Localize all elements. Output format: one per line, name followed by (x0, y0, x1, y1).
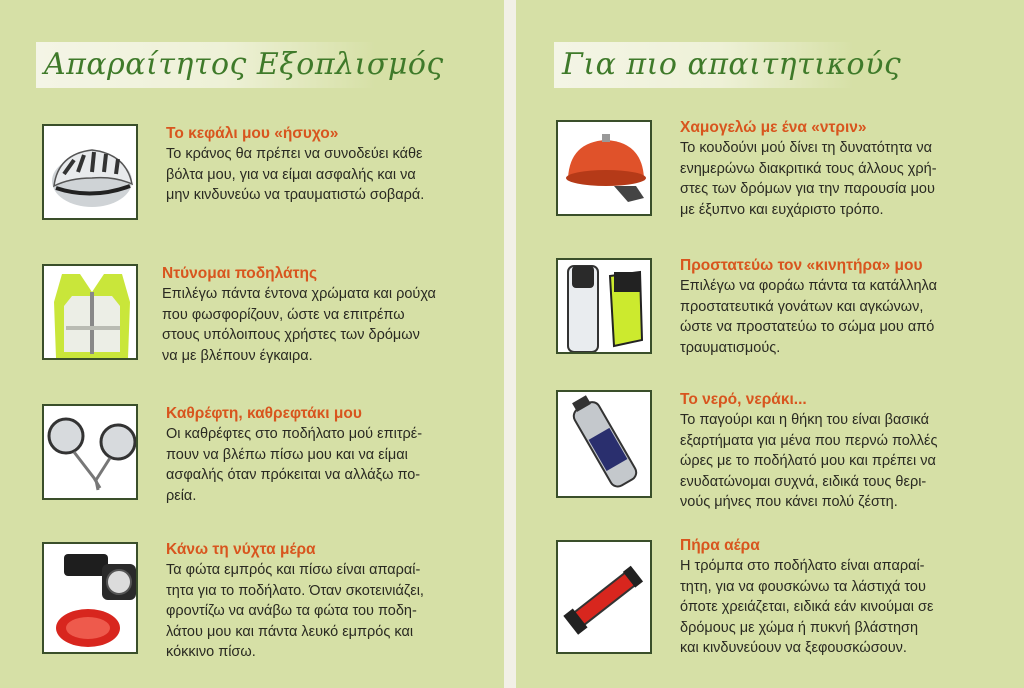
left-title: Απαραίτητος Εξοπλισμός (44, 47, 444, 82)
list-item (42, 540, 482, 660)
item-text-line: νούς μήνες που κάνει πολύ ζέστη. (680, 494, 898, 510)
item-text-line: ενημερώνω διακριτικά τους άλλους χρή- (680, 160, 937, 177)
item-title: Το νερό, νεράκι... (680, 391, 807, 408)
item-text-line: Το κουδούνι μού δίνει τη δυνατότητα να (680, 140, 933, 156)
item-text-line: κόκκινο πίσω. (166, 644, 256, 660)
item-text-line: εξαρτήματα για μένα που περνώ πολλές (680, 432, 938, 449)
item-text-line: στες των δρόμων για την παρουσία μου (680, 181, 935, 197)
left-panel (0, 0, 504, 688)
item-text-line: τητη, για να φουσκώνω τα λάστιχά του (680, 578, 926, 595)
item-text-line: τητα για το ποδήλατο. Όταν σκοτεινιάζει, (166, 582, 424, 599)
right-title: Για πιο απαιτητικούς (562, 47, 902, 82)
item-text-line: πουν να βλέπω πίσω μου και να είμαι (166, 446, 408, 463)
item-title: Καθρέφτη, καθρεφτάκι μου (166, 405, 362, 422)
mirrors-icon (42, 404, 138, 500)
item-text-line: τραυματισμούς. (680, 339, 781, 356)
list-item (556, 536, 1016, 656)
list-item (42, 264, 482, 364)
item-title: Πήρα αέρα (680, 537, 760, 554)
item-text-line: στους υπόλοιπους χρήστες των δρόμων (162, 327, 420, 343)
bell-icon (556, 120, 652, 216)
item-text-line: με έξυπνο και ευχάριστο τρόπο. (680, 201, 884, 218)
right-panel (516, 0, 1024, 688)
item-text-line: που φωσφορίζουν, ώστε να επιτρέπω (162, 306, 405, 323)
water-bottle-icon (556, 390, 652, 498)
item-text-line: ώστε να προστατεύω το σώμα μου από (680, 319, 935, 335)
item-text-line: ενυδατώνομαι συχνά, ειδικά τους θερι- (680, 473, 927, 490)
item-title: Προστατεύω τον «κινητήρα» μου (680, 257, 923, 274)
item-title: Κάνω τη νύχτα μέρα (166, 541, 316, 558)
item-text-line: Το κράνος θα πρέπει να συνοδεύει κάθε (166, 146, 423, 162)
item-text-line: Επιλέγω πάντα έντονα χρώματα και ρούχα (162, 286, 436, 302)
item-text-line: προστατευτικά γονάτων και αγκώνων, (680, 298, 924, 315)
item-text-line: βόλτα μου, για να είμαι ασφαλής και να (166, 166, 416, 183)
item-text-line: ώρες με το ποδήλατό μου και πρέπει να (680, 453, 936, 469)
item-text-line: Επιλέγω να φοράω πάντα τα κατάλληλα (680, 278, 937, 294)
item-title: Χαμογελώ με ένα «ντριν» (680, 119, 867, 136)
list-item (556, 390, 1016, 510)
bike-lights-icon (42, 542, 138, 654)
left-title-band (36, 42, 444, 88)
item-text-line: να με βλέπουν έγκαιρα. (162, 347, 313, 364)
item-title: Ντύνομαι ποδηλάτης (162, 265, 318, 282)
item-text-line: Η τρόμπα στο ποδήλατο είναι απαραί- (680, 558, 925, 574)
item-text-line: μην κινδυνεύω να τραυματιστώ σοβαρά. (166, 187, 425, 203)
list-item (42, 404, 482, 504)
item-text-line: ασφαλής όταν πρόκειται να αλλάξω πο- (166, 467, 421, 483)
pump-icon (556, 540, 652, 654)
reflective-vest-icon (42, 264, 138, 360)
knee-elbow-pads-icon (556, 258, 652, 354)
helmet-icon (42, 124, 138, 220)
item-title: Το κεφάλι μου «ήσυχο» (166, 125, 339, 142)
item-text-line: και κινδυνεύουν να ξεφουσκώσουν. (680, 640, 907, 656)
item-text-line: δρόμους με χώμα ή πυκνή βλάστηση (680, 619, 919, 636)
item-text-line: φροντίζω να ανάβω τα φώτα του ποδη- (166, 603, 417, 619)
item-text-line: ρεία. (166, 487, 197, 504)
list-item (556, 256, 1016, 356)
right-title-band (554, 42, 902, 88)
item-text-line: Οι καθρέφτες στο ποδήλατο μού επιτρέ- (166, 426, 423, 442)
list-item (556, 118, 1016, 218)
item-text-line: Το παγούρι και η θήκη του είναι βασικά (680, 412, 930, 428)
item-text-line: Τα φώτα εμπρός και πίσω είναι απαραί- (166, 562, 421, 578)
page-gutter (504, 0, 516, 688)
item-text-line: λάτου μου και πάντα λευκό εμπρός και (166, 623, 414, 640)
list-item (42, 124, 482, 224)
item-text-line: όποτε χρειάζεται, ειδικά εάν κινούμαι σε (680, 599, 934, 615)
